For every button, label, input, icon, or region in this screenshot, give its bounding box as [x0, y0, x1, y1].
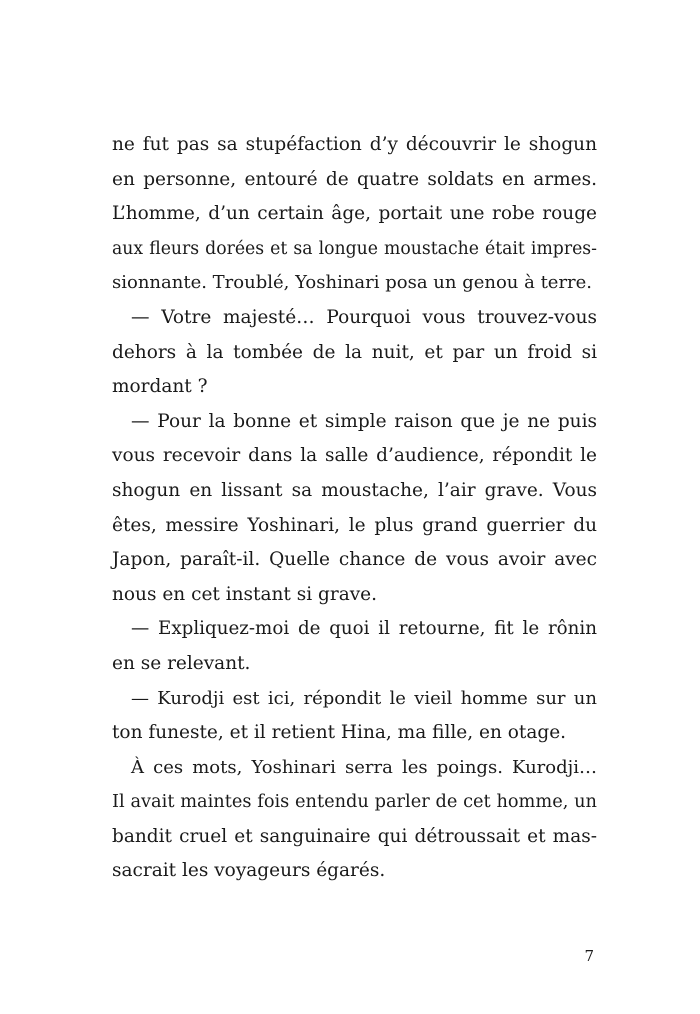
- text-line: L’homme, d’un certain âge, portait une robe rouge: [112, 203, 597, 225]
- text-line: — Pour la bonne et simple raison que je ne puis: [131, 410, 597, 432]
- text-line: aux fleurs dorées et sa longue moustache était impres-: [112, 238, 597, 259]
- text-line: nous en cet instant si grave.: [112, 583, 378, 605]
- text-line: sionnante. Troublé, Yoshinari posa un genou à terre.: [112, 272, 593, 294]
- text-line: bandit cruel et sanguinaire qui détroussait et mas-: [112, 825, 597, 847]
- text-line: Il avait maintes fois entendu parler de cet homme, un: [112, 792, 597, 813]
- text-line: — Expliquez-moi de quoi il retourne, fit le rônin: [131, 618, 597, 640]
- page-number: 7: [584, 947, 594, 965]
- text-line: shogun en lissant sa moustache, l’air grave. Vous: [112, 479, 597, 501]
- text-line: — Votre majesté… Pourquoi vous trouvez-vous: [131, 306, 597, 328]
- page-text: [112, 128, 597, 889]
- text-line: Japon, paraît-il. Quelle chance de vous avoir avec: [112, 549, 597, 571]
- text-line: sacrait les voyageurs égarés.: [112, 860, 386, 882]
- text-line: ne fut pas sa stupéfaction d’y découvrir le shogun: [112, 134, 597, 155]
- text-line: mordant ?: [112, 376, 208, 398]
- text-line: ton funeste, et il retient Hina, ma fille, en otage.: [112, 722, 567, 744]
- text-line: vous recevoir dans la salle d’audience, répondit le: [112, 445, 597, 467]
- text-line: dehors à la tombée de la nuit, et par un froid si: [112, 341, 597, 363]
- text-line: — Kurodji est ici, répondit le vieil homme sur un: [131, 687, 597, 709]
- text-line: êtes, messire Yoshinari, le plus grand guerrier du: [112, 514, 597, 536]
- text-line: en se relevant.: [112, 652, 251, 674]
- text-line: en personne, entouré de quatre soldats en armes.: [112, 168, 597, 190]
- text-line: À ces mots, Yoshinari serra les poings. Kurodji…: [131, 756, 597, 778]
